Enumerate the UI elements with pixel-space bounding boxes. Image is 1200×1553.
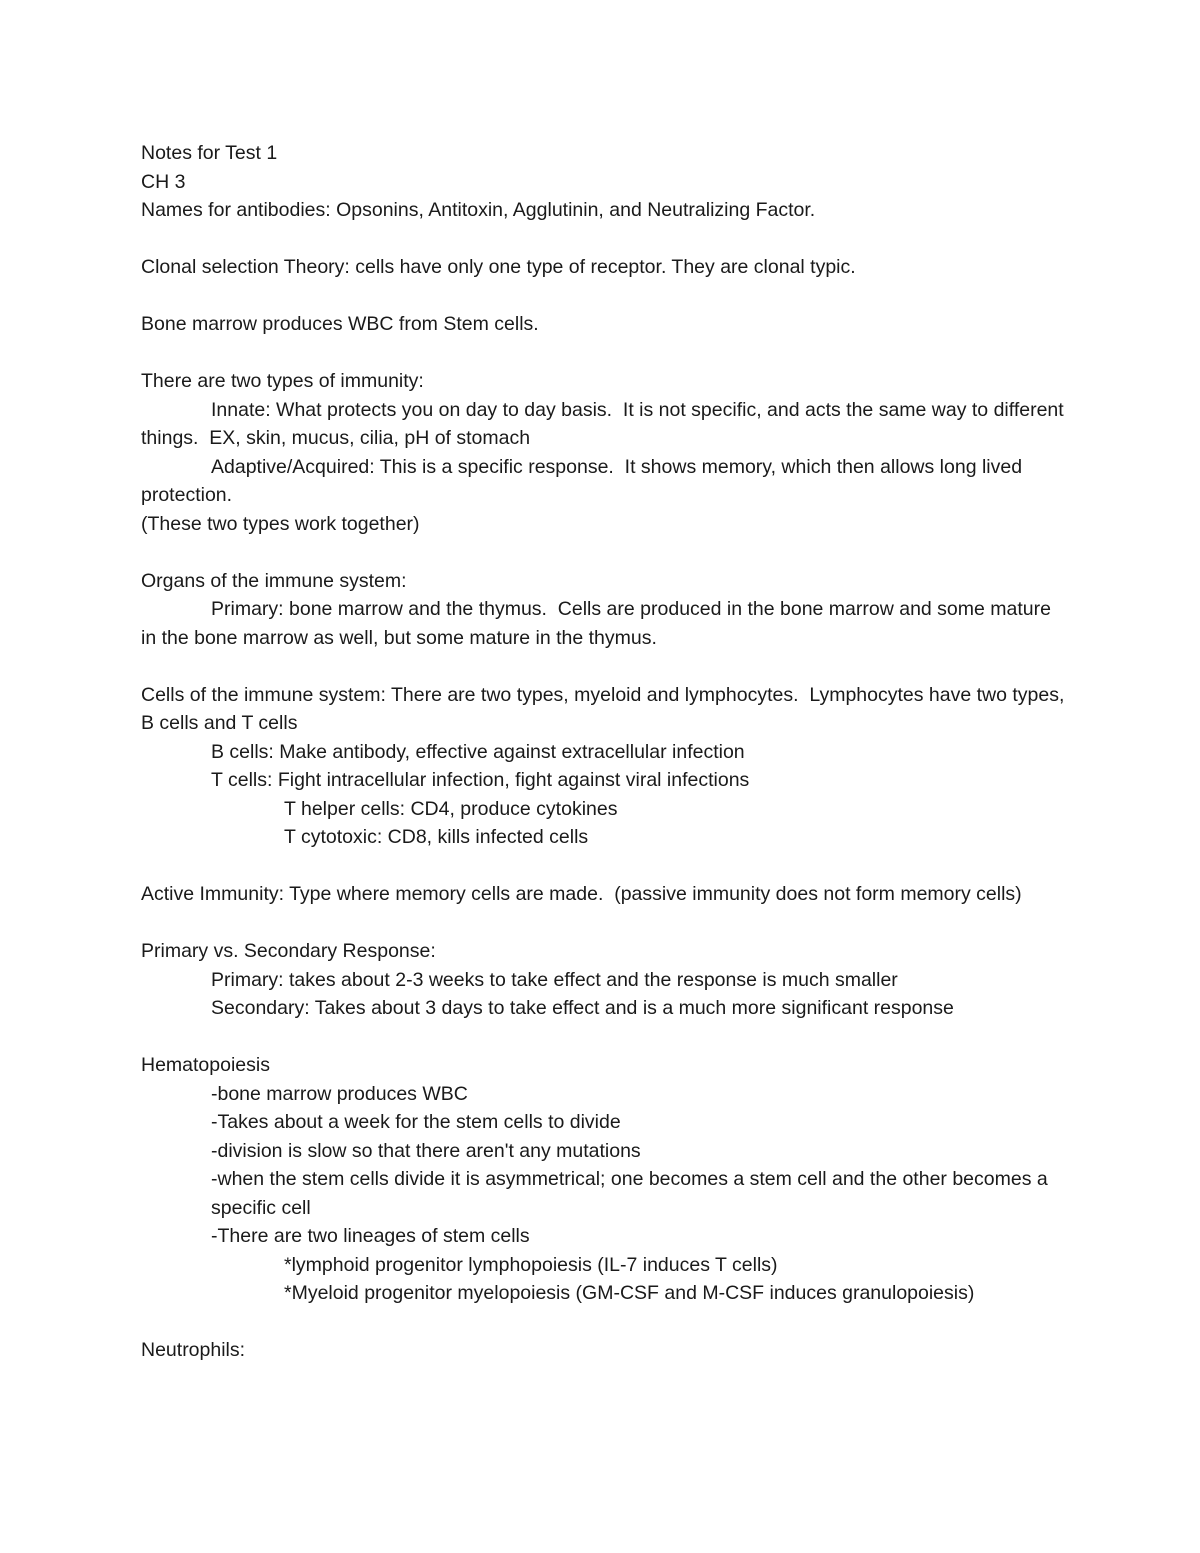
hematopoiesis-item: -division is slow so that there aren't any mutations bbox=[211, 1139, 641, 1162]
hematopoiesis-item: -Takes about a week for the stem cells to divide bbox=[211, 1111, 621, 1133]
t-cells-line: T cells: Fight intracellular infection, fight against viral infections bbox=[211, 769, 750, 791]
lineage-item: *Myeloid progenitor myelopoiesis (GM-CSF and M-CSF induces granulopoiesis) bbox=[284, 1282, 975, 1304]
blank-line bbox=[141, 1308, 1071, 1337]
hematopoiesis-heading: Hematopoiesis bbox=[141, 1054, 270, 1076]
blank-line bbox=[141, 652, 1071, 681]
immunity-heading: There are two types of immunity: bbox=[141, 370, 424, 392]
adaptive-paragraph: Adaptive/Acquired: This is a specific response. It shows memory, which then allows long lived protection. bbox=[141, 455, 1028, 506]
bone-marrow-line: Bone marrow produces WBC from Stem cells. bbox=[141, 313, 539, 335]
primary-response-line: Primary: takes about 2-3 weeks to take effect and the response is much smaller bbox=[211, 968, 898, 991]
organs-primary-paragraph: Primary: bone marrow and the thymus. Cells are produced in the bone marrow and some mature in the bone marrow as well, but some mature in the thymus. bbox=[141, 598, 1057, 649]
blank-line bbox=[141, 538, 1071, 567]
innate-paragraph: Innate: What protects you on day to day basis. It is not specific, and acts the same way to different things. EX, skin, mucus, cilia, pH of stomach bbox=[141, 398, 1070, 449]
hematopoiesis-item: -There are two lineages of stem cells bbox=[211, 1225, 530, 1247]
hematopoiesis-item: -bone marrow produces WBC bbox=[211, 1082, 468, 1105]
active-immunity-paragraph: Active Immunity: Type where memory cells are made. (passive immunity does not form memory cells) bbox=[141, 883, 1022, 905]
antibody-names-line: Names for antibodies: Opsonins, Antitoxin, Agglutinin, and Neutralizing Factor. bbox=[141, 199, 816, 221]
t-helper-line: T helper cells: CD4, produce cytokines bbox=[284, 797, 618, 820]
secondary-response-line: Secondary: Takes about 3 days to take effect and is a much more significant response bbox=[211, 997, 954, 1019]
blank-line bbox=[141, 339, 1071, 368]
chapter-label: CH 3 bbox=[141, 170, 186, 193]
t-cytotoxic-line: T cytotoxic: CD8, kills infected cells bbox=[284, 826, 589, 848]
clonal-selection-line: Clonal selection Theory: cells have only one type of receptor. They are clonal typic. bbox=[141, 256, 856, 278]
blank-line bbox=[141, 282, 1071, 311]
neutrophils-heading: Neutrophils: bbox=[141, 1339, 246, 1361]
immunity-note: (These two types work together) bbox=[141, 512, 420, 535]
organs-heading: Organs of the immune system: bbox=[141, 569, 407, 592]
cells-intro-paragraph: Cells of the immune system: There are two types, myeloid and lymphocytes. Lymphocytes have two types, B cells and T cells bbox=[141, 683, 1070, 734]
document-title: Notes for Test 1 bbox=[141, 142, 278, 164]
blank-line bbox=[141, 225, 1071, 254]
blank-line bbox=[141, 1023, 1071, 1052]
hematopoiesis-item: -when the stem cells divide it is asymmetrical; one becomes a stem cell and the other becomes a specific cell bbox=[211, 1168, 1054, 1219]
lineage-item: *lymphoid progenitor lymphopoiesis (IL-7 induces T cells) bbox=[284, 1253, 778, 1276]
blank-line bbox=[141, 852, 1071, 881]
b-cells-line: B cells: Make antibody, effective against extracellular infection bbox=[211, 740, 745, 763]
blank-line bbox=[141, 909, 1071, 938]
document-page bbox=[141, 139, 1071, 1365]
response-heading: Primary vs. Secondary Response: bbox=[141, 940, 436, 962]
